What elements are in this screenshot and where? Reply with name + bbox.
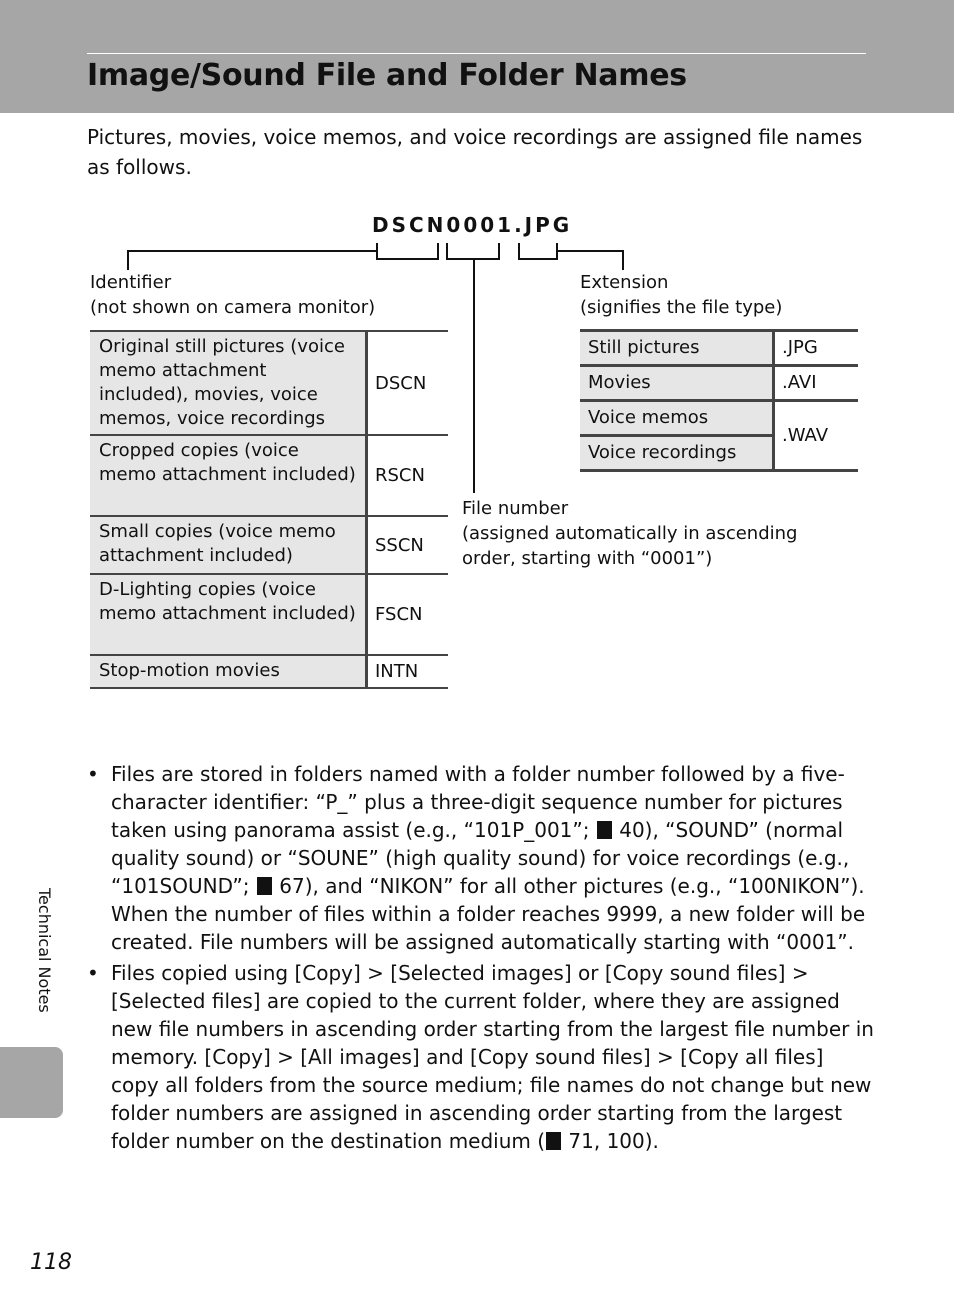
identifier-table [90,330,448,689]
identifier-caption: Identifier (not shown on camera monitor) [90,272,376,318]
extension-table [580,329,858,472]
extension-desc: Movies [580,367,775,399]
example-filename: DSCN0001.JPG [372,213,573,237]
table-row [580,367,858,402]
page-reference-icon [257,877,272,895]
extension-desc: Voice recordings [580,434,772,469]
page-reference-icon [546,1132,561,1150]
notes-list [87,760,877,1158]
list-item: • Files copied using [Copy] > [Selected images] or [Copy sound files] > [Selected files] are copied to the current folder, where they are assigned new file numbers in ascending order starting from the largest file number in memory. [Copy] > [All images] and [Copy sound files] > [Copy all files] copy all folders from the source medium; file names do not change but new folder numbers are assigned in ascending order starting from the largest folder number on the destination medium ( 71, 100). [87,959,877,1155]
table-row [90,436,448,517]
identifier-desc: Small copies (voice memo attachment included) [90,517,368,573]
identifier-code: INTN [375,661,419,682]
extension-desc: Still pictures [580,332,775,364]
table-row [580,332,858,367]
section-side-label: Technical Notes [35,888,54,1013]
identifier-code: SSCN [375,534,424,556]
identifier-code: DSCN [375,372,427,394]
intro-paragraph: Pictures, movies, voice memos, and voice recordings are assigned file names as follows. [87,125,863,179]
page-title: Image/Sound File and Folder Names [87,58,687,93]
table-row [90,332,448,436]
table-row [90,517,448,575]
identifier-desc: Cropped copies (voice memo attachment included) [90,436,368,515]
extension-code: .AVI [782,372,817,393]
identifier-code: RSCN [375,465,425,486]
identifier-code: FSCN [375,604,423,625]
identifier-desc: Stop-motion movies [90,656,368,687]
filenumber-caption: File number (assigned automatically in ascending order, starting with “0001”) [462,498,798,569]
header-rule [87,53,866,54]
page-reference-icon [597,821,612,839]
list-item: • Files are stored in folders named with a folder number followed by a five-character identifier: “P_” plus a three-digit sequence number for pictures taken using panorama assist (e.g., “101P_001”; 40), “SOUND” (normal quality sound) or “SOUNE” (high quality sound) for voice recordings (e.g., “101SOUND”; 67), and “NIKON” for all other pictures (e.g., “100NIKON”). When the number of files within a folder reaches 9999, a new folder will be created. File numbers will be assigned automatically starting with “0001”. [87,760,877,956]
table-row [580,402,858,472]
table-row [90,656,448,689]
extension-code: .WAV [782,425,829,446]
table-row [90,575,448,656]
extension-code: .JPG [782,337,818,358]
identifier-desc: D-Lighting copies (voice memo attachment included) [90,575,368,654]
extension-caption: Extension (signifies the file type) [580,272,783,318]
page-number: 118 [30,1250,72,1275]
section-side-tab [0,1047,63,1118]
extension-desc: Voice memos [580,402,772,434]
identifier-desc: Original still pictures (voice memo attachment included), movies, voice memos, voice recordings [90,332,368,434]
header-band [0,0,954,113]
